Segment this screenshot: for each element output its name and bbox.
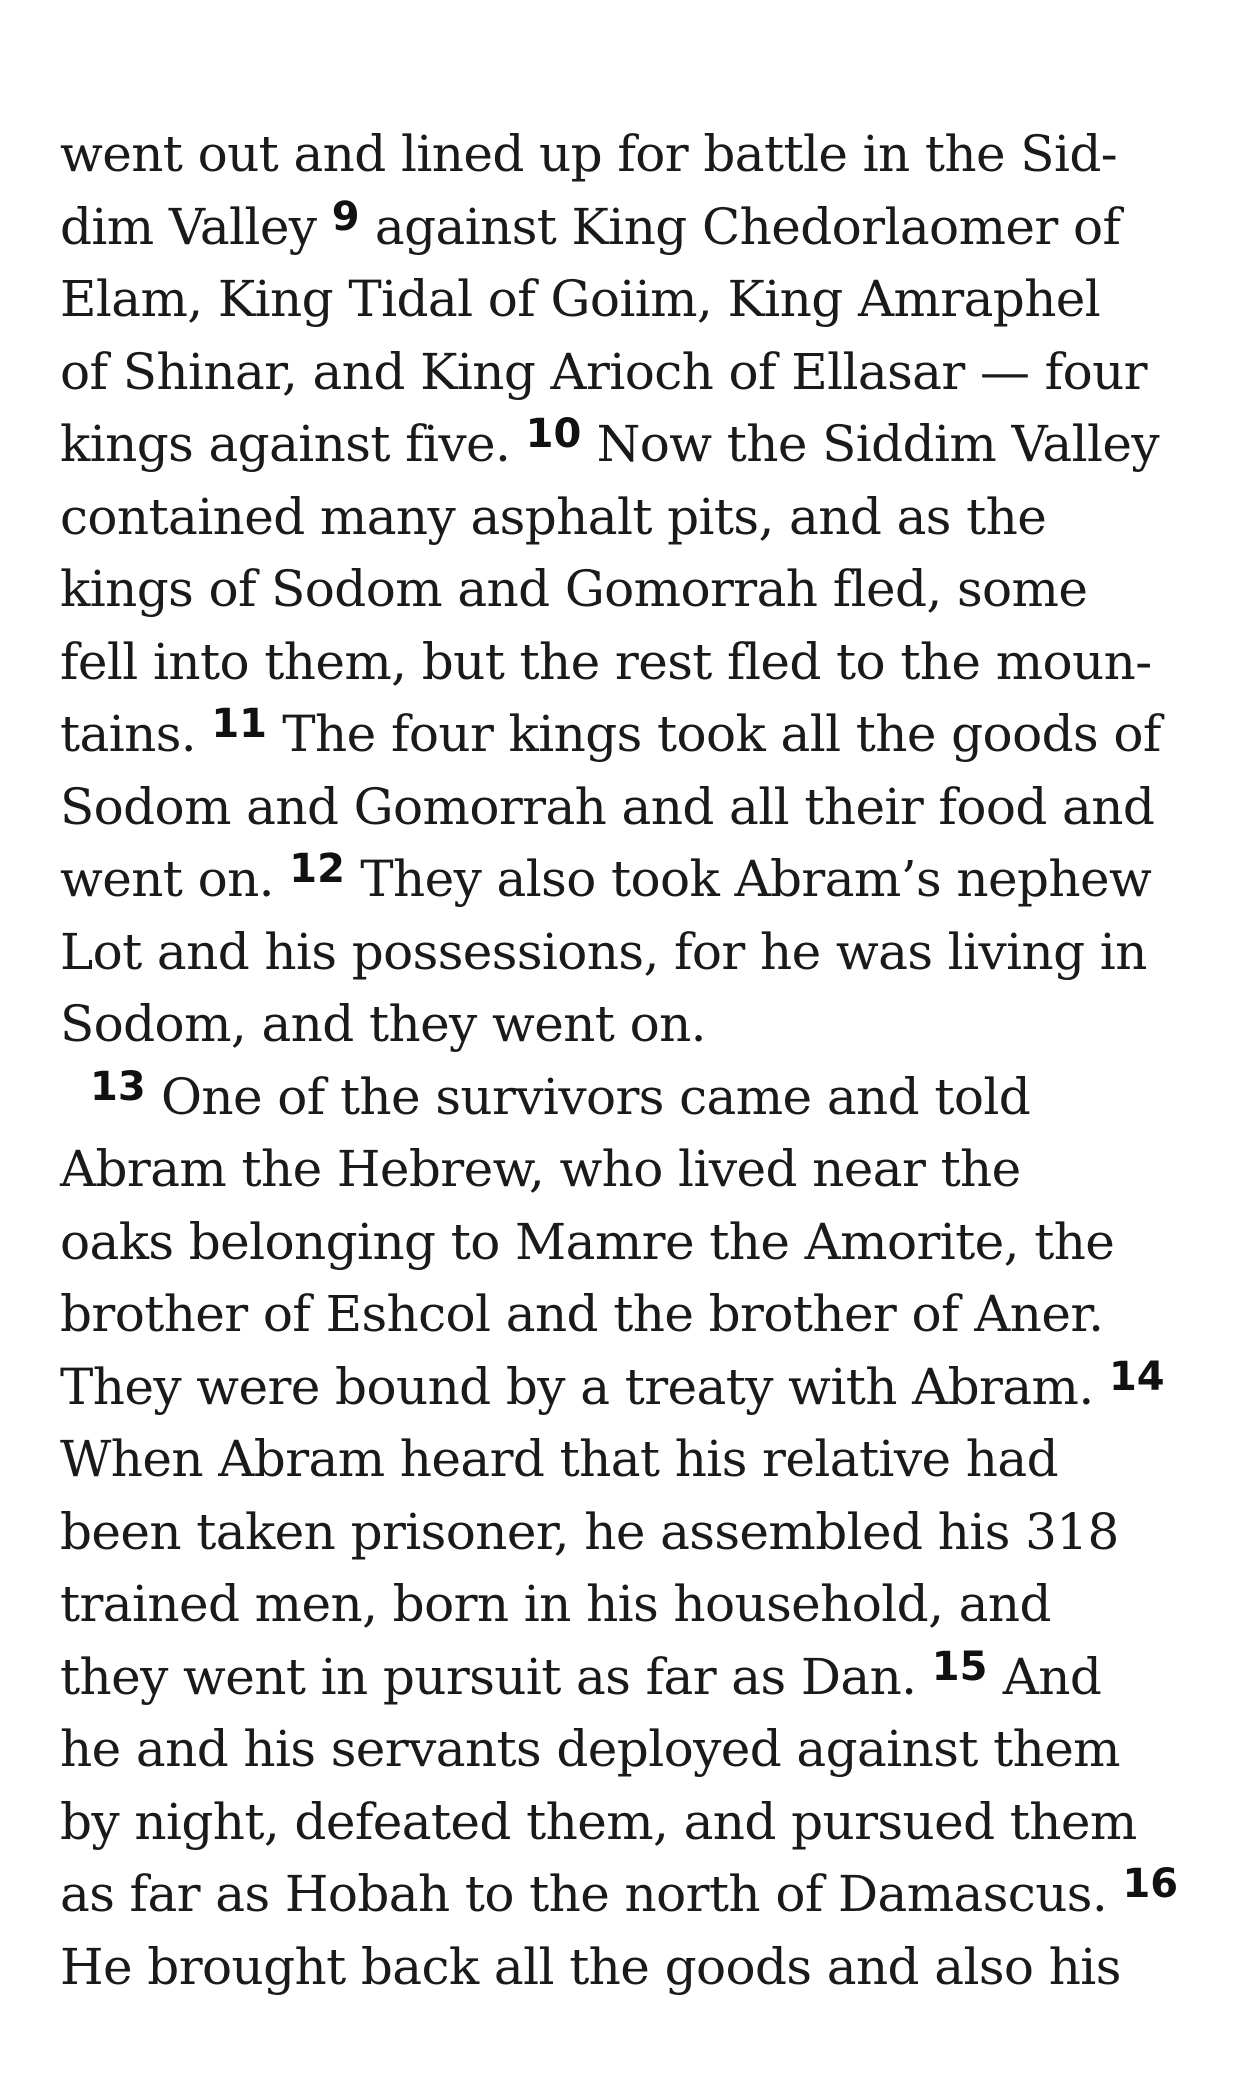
verse-number[interactable]: 11 [211, 701, 268, 747]
text-line: contained many asphalt pits, and as the [60, 487, 1047, 546]
text-line: They were bound by a treaty with Abram. $^{14}$ [60, 1353, 1165, 1416]
text-line: as far as Hobah to the north of Damascus. $^{16}$ [60, 1861, 1179, 1923]
text-line: fell into them, but the rest fled to the moun- [60, 632, 1152, 691]
text-line: Abram the Hebrew, who lived near the [60, 1140, 1021, 1198]
text-line: of Shinar, and King Arioch of Ellasar — four [60, 342, 1147, 401]
verse-number[interactable]: 12 [289, 846, 345, 892]
text-line: Sodom and Gomorrah and all their food and [60, 777, 1155, 836]
text-line: tains. $^{11}$ The four kings took all the goods of [60, 701, 1161, 763]
text-line: Lot and his possessions, for he was living in [60, 922, 1147, 981]
text-line: went on. $^{12}$ They also took Abram’s nephew [60, 846, 1152, 908]
text-line: He brought back all the goods and also his [60, 1937, 1121, 1996]
text-line: kings against five. $^{10}$ Now the Siddim Valley [60, 411, 1160, 473]
reader-page [60, 118, 1190, 2003]
verse-number[interactable]: 9 [331, 193, 360, 240]
text-line: dim Valley $^9$ against King Chedorlaomer of [60, 193, 1121, 256]
verse-number[interactable]: 14 [1108, 1353, 1165, 1400]
text-line: brother of Eshcol and the brother of Aner. [60, 1285, 1104, 1343]
text-line: Sodom, and they went on. [60, 995, 706, 1053]
text-line: been taken prisoner, he assembled his 318 [60, 1502, 1119, 1561]
text-line: oaks belonging to Mamre the Amorite, the [60, 1212, 1115, 1271]
verse-number[interactable]: 13 [90, 1063, 146, 1110]
text-line: trained men, born in his household, and [60, 1575, 1051, 1633]
text-line: When Abram heard that his relative had [60, 1430, 1058, 1488]
text-line: they went in pursuit as far as Dan. $^{15}$ And [60, 1643, 1102, 1706]
paragraph-start-line: $^{13}$ One of the survivors came and told [90, 1063, 1031, 1126]
verse-number[interactable]: 16 [1122, 1861, 1179, 1907]
text-line: went out and lined up for battle in the Sid- [60, 125, 1118, 183]
text-line: by night, defeated them, and pursued them [60, 1792, 1137, 1851]
text-line: he and his servants deployed against them [60, 1720, 1120, 1778]
verse-number[interactable]: 10 [525, 411, 582, 457]
text-line: Elam, King Tidal of Goiim, King Amraphel [60, 270, 1101, 328]
scripture-text [60, 118, 1190, 2003]
verse-number[interactable]: 15 [931, 1643, 988, 1690]
text-line: kings of Sodom and Gomorrah fled, some [60, 560, 1088, 618]
